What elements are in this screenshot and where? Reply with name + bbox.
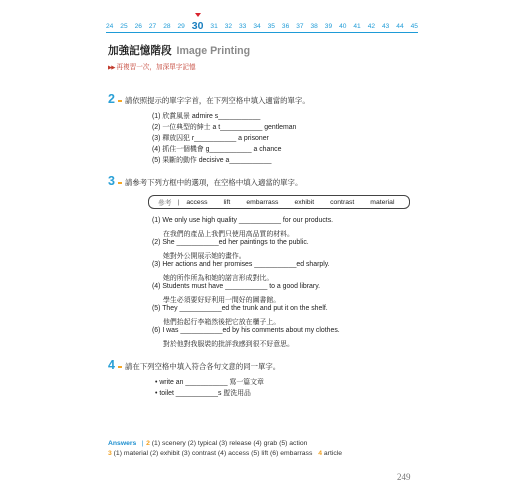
page-number-link[interactable]: 41 bbox=[353, 23, 361, 31]
option-word: access bbox=[186, 198, 208, 206]
page-number-link[interactable]: 36 bbox=[281, 23, 290, 31]
answer-text: (1) material (2) exhibit (3) contrast (4) access (5) lift (6) embarrass bbox=[113, 450, 313, 457]
double-arrow-icon: ▶▶ bbox=[108, 65, 115, 71]
section-title-chinese: 加強記憶階段 bbox=[108, 45, 172, 57]
page-number-strip bbox=[106, 19, 418, 31]
q3-item-5: (5) They ___________ed the trunk and put it on the shelf. bbox=[152, 305, 328, 312]
page-number-link[interactable]: 32 bbox=[224, 23, 233, 31]
q4-item-2: • toilet ___________s 盥洗用品 bbox=[155, 390, 251, 397]
current-page-marker-icon bbox=[195, 13, 201, 17]
option-word: exhibit bbox=[294, 198, 315, 206]
page-number-link[interactable]: 38 bbox=[310, 23, 318, 31]
q3-translation-6: 對於他對我服裝的批評我感到很不好意思。 bbox=[163, 341, 294, 348]
q3-item-1: (1) We only use high quality ___________ for our products. bbox=[152, 217, 334, 224]
answer-question-number: 4 bbox=[318, 450, 323, 457]
page-number-link[interactable]: 43 bbox=[381, 23, 390, 31]
q3-translation-4: 學生必須要好好利用一間好的圖書館。 bbox=[163, 297, 281, 304]
number-underline bbox=[118, 366, 122, 368]
question-number: 3 bbox=[108, 174, 115, 188]
q3-item-3: (3) Her actions and her promises ___________ed sharply. bbox=[152, 261, 330, 268]
q2-item-2: (2) 一位典型的紳士 a t___________ gentleman bbox=[152, 124, 297, 131]
nav-divider bbox=[106, 32, 418, 33]
page-number-link[interactable]: 27 bbox=[148, 23, 157, 31]
q4-item-1: • write an ___________ 寫一篇文章 bbox=[155, 379, 264, 386]
options-label: 參考 bbox=[158, 200, 172, 207]
question-number: 4 bbox=[108, 358, 115, 372]
q3-item-4: (4) Students must have ___________ to a good library. bbox=[152, 283, 321, 290]
q3-translation-3: 她的所作所為和她的諾言形成對比。 bbox=[163, 275, 274, 282]
answer-question-number: 2 bbox=[146, 440, 150, 447]
question-3-heading bbox=[108, 174, 302, 188]
answers-line-2 bbox=[108, 450, 342, 457]
question-2-heading bbox=[108, 92, 310, 106]
q2-item-4: (4) 抓住一個機會 g___________ a chance bbox=[152, 146, 282, 153]
q3-translation-5: 他們抬起行李箱然後把它放在櫃子上。 bbox=[163, 319, 281, 326]
page-number-link[interactable]: 29 bbox=[177, 23, 185, 31]
q3-item-6: (6) I was ___________ed by his comments about my clothes. bbox=[152, 327, 340, 334]
page-number-link[interactable]: 39 bbox=[324, 23, 333, 31]
options-divider: | bbox=[177, 198, 180, 206]
q3-item-2: (2) She ___________ed her paintings to the public. bbox=[152, 239, 309, 246]
page-number-link[interactable]: 34 bbox=[253, 23, 261, 31]
answers-line-1 bbox=[108, 440, 307, 447]
page-number-link[interactable]: 24 bbox=[106, 23, 114, 31]
question-4-heading bbox=[108, 358, 280, 372]
answers-label: Answers bbox=[108, 440, 137, 447]
q2-item-1: (1) 欣賞風景 admire s___________ bbox=[152, 113, 261, 120]
page-number-link[interactable]: 37 bbox=[296, 23, 304, 31]
question-instruction: 請參考下列方框中的選項，在空格中填入適當的單字。 bbox=[124, 178, 303, 187]
q2-item-5: (5) 果斷的動作 decisive a___________ bbox=[152, 157, 272, 164]
page-number-link[interactable]: 33 bbox=[239, 23, 247, 31]
q3-translation-1: 在我們的產品上我們只使用高品質的材料。 bbox=[163, 231, 294, 238]
answers-separator: | bbox=[141, 440, 144, 447]
number-underline bbox=[118, 100, 122, 102]
q2-item-3: (3) 釋放囚犯 r___________ a prisoner bbox=[152, 135, 269, 142]
page-number-link[interactable]: 28 bbox=[163, 23, 171, 31]
number-underline bbox=[118, 182, 122, 184]
question-instruction: 請在下列空格中填入符合各句文意的同一單字。 bbox=[124, 362, 281, 371]
page-number-link[interactable]: 44 bbox=[396, 23, 404, 31]
page-number-link[interactable]: 42 bbox=[367, 23, 376, 31]
option-word: material bbox=[370, 198, 395, 206]
q3-translation-2: 她對外公開展示她的畫作。 bbox=[163, 253, 246, 260]
current-page-number[interactable]: 30 bbox=[191, 19, 204, 32]
page-number: 249 bbox=[397, 472, 411, 482]
subtitle-text: 再複習一次，加深單字記憶 bbox=[116, 64, 196, 71]
answer-text: (1) scenery (2) typical (3) release (4) grab (5) action bbox=[151, 440, 308, 447]
answer-question-number: 3 bbox=[108, 450, 112, 457]
question-number: 2 bbox=[108, 92, 115, 106]
answer-text: article bbox=[323, 450, 343, 457]
word-options-box bbox=[148, 195, 410, 209]
page-number-link[interactable]: 25 bbox=[120, 23, 128, 31]
page-number-link[interactable]: 31 bbox=[210, 23, 218, 31]
section-title bbox=[108, 43, 250, 58]
page-number-link[interactable]: 40 bbox=[339, 23, 347, 31]
option-word: lift bbox=[223, 198, 231, 206]
section-title-english: Image Printing bbox=[176, 45, 251, 57]
option-word: embarrass bbox=[246, 198, 279, 206]
page-number-link[interactable]: 35 bbox=[267, 23, 275, 31]
section-subtitle bbox=[108, 61, 196, 71]
page-navigator bbox=[106, 19, 418, 35]
question-instruction: 請依照提示的單字字首，在下列空格中填入適當的單字。 bbox=[124, 96, 310, 105]
page-number-link[interactable]: 26 bbox=[134, 23, 142, 31]
option-word: contrast bbox=[330, 198, 355, 206]
page-number-link[interactable]: 45 bbox=[410, 23, 418, 31]
